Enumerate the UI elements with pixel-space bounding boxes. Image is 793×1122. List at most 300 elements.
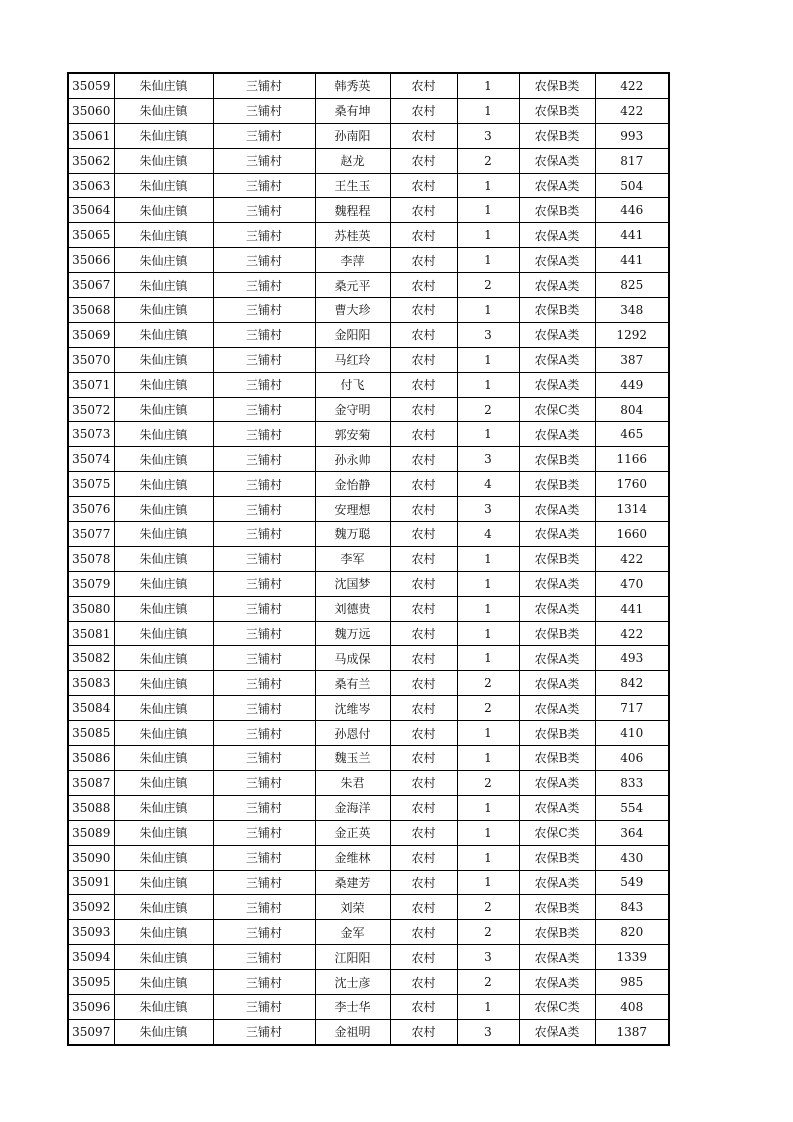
area-type-cell: 农村 xyxy=(390,497,457,522)
table-row xyxy=(68,397,669,422)
record-id-cell: 35076 xyxy=(68,497,114,522)
town-cell: 朱仙庄镇 xyxy=(114,721,213,746)
record-id-cell: 35086 xyxy=(68,746,114,771)
area-type-cell: 农村 xyxy=(390,173,457,198)
record-id-cell: 35081 xyxy=(68,621,114,646)
household-size-cell: 2 xyxy=(457,273,519,298)
town-cell: 朱仙庄镇 xyxy=(114,746,213,771)
town-cell: 朱仙庄镇 xyxy=(114,820,213,845)
table-row xyxy=(68,845,669,870)
table-row xyxy=(68,770,669,795)
village-cell: 三铺村 xyxy=(213,148,315,173)
town-cell: 朱仙庄镇 xyxy=(114,372,213,397)
record-id-cell: 35065 xyxy=(68,223,114,248)
household-size-cell: 3 xyxy=(457,945,519,970)
household-size-cell: 4 xyxy=(457,472,519,497)
insurance-category-cell: 农保A类 xyxy=(519,646,595,671)
area-type-cell: 农村 xyxy=(390,571,457,596)
insurance-category-cell: 农保A类 xyxy=(519,173,595,198)
name-cell: 马红玲 xyxy=(315,347,390,372)
village-cell: 三铺村 xyxy=(213,198,315,223)
table-row xyxy=(68,298,669,323)
village-cell: 三铺村 xyxy=(213,546,315,571)
insurance-category-cell: 农保B类 xyxy=(519,198,595,223)
record-id-cell: 35092 xyxy=(68,895,114,920)
insurance-category-cell: 农保B类 xyxy=(519,920,595,945)
household-size-cell: 2 xyxy=(457,920,519,945)
amount-cell: 993 xyxy=(595,123,669,148)
insurance-category-cell: 农保A类 xyxy=(519,522,595,547)
village-cell: 三铺村 xyxy=(213,223,315,248)
amount-cell: 465 xyxy=(595,422,669,447)
household-size-cell: 3 xyxy=(457,322,519,347)
insurance-category-cell: 农保A类 xyxy=(519,223,595,248)
insurance-category-cell: 农保B类 xyxy=(519,845,595,870)
town-cell: 朱仙庄镇 xyxy=(114,322,213,347)
name-cell: 金祖明 xyxy=(315,1019,390,1044)
amount-cell: 833 xyxy=(595,770,669,795)
record-id-cell: 35067 xyxy=(68,273,114,298)
town-cell: 朱仙庄镇 xyxy=(114,970,213,995)
name-cell: 沈士彦 xyxy=(315,970,390,995)
name-cell: 金维林 xyxy=(315,845,390,870)
amount-cell: 441 xyxy=(595,223,669,248)
name-cell: 郭安菊 xyxy=(315,422,390,447)
amount-cell: 493 xyxy=(595,646,669,671)
name-cell: 马成保 xyxy=(315,646,390,671)
record-id-cell: 35075 xyxy=(68,472,114,497)
record-id-cell: 35068 xyxy=(68,298,114,323)
town-cell: 朱仙庄镇 xyxy=(114,571,213,596)
household-size-cell: 1 xyxy=(457,721,519,746)
area-type-cell: 农村 xyxy=(390,646,457,671)
name-cell: 桑有坤 xyxy=(315,98,390,123)
household-size-cell: 2 xyxy=(457,696,519,721)
village-cell: 三铺村 xyxy=(213,571,315,596)
name-cell: 王生玉 xyxy=(315,173,390,198)
record-id-cell: 35082 xyxy=(68,646,114,671)
amount-cell: 985 xyxy=(595,970,669,995)
table-row xyxy=(68,895,669,920)
household-size-cell: 3 xyxy=(457,123,519,148)
area-type-cell: 农村 xyxy=(390,895,457,920)
insurance-category-cell: 农保A类 xyxy=(519,372,595,397)
town-cell: 朱仙庄镇 xyxy=(114,621,213,646)
table-row xyxy=(68,223,669,248)
village-cell: 三铺村 xyxy=(213,298,315,323)
area-type-cell: 农村 xyxy=(390,198,457,223)
name-cell: 李军 xyxy=(315,546,390,571)
amount-cell: 348 xyxy=(595,298,669,323)
record-id-cell: 35069 xyxy=(68,322,114,347)
name-cell: 李士华 xyxy=(315,994,390,1019)
amount-cell: 804 xyxy=(595,397,669,422)
insurance-category-cell: 农保A类 xyxy=(519,322,595,347)
record-id-cell: 35090 xyxy=(68,845,114,870)
household-size-cell: 1 xyxy=(457,795,519,820)
village-cell: 三铺村 xyxy=(213,123,315,148)
household-size-cell: 1 xyxy=(457,248,519,273)
household-size-cell: 2 xyxy=(457,895,519,920)
table-row xyxy=(68,596,669,621)
town-cell: 朱仙庄镇 xyxy=(114,546,213,571)
record-id-cell: 35080 xyxy=(68,596,114,621)
village-cell: 三铺村 xyxy=(213,347,315,372)
village-cell: 三铺村 xyxy=(213,322,315,347)
record-id-cell: 35070 xyxy=(68,347,114,372)
name-cell: 金海洋 xyxy=(315,795,390,820)
name-cell: 朱君 xyxy=(315,770,390,795)
town-cell: 朱仙庄镇 xyxy=(114,472,213,497)
amount-cell: 441 xyxy=(595,248,669,273)
insurance-category-cell: 农保A类 xyxy=(519,696,595,721)
town-cell: 朱仙庄镇 xyxy=(114,945,213,970)
record-id-cell: 35073 xyxy=(68,422,114,447)
table-row xyxy=(68,347,669,372)
household-size-cell: 2 xyxy=(457,397,519,422)
amount-cell: 825 xyxy=(595,273,669,298)
insurance-category-cell: 农保B类 xyxy=(519,73,595,98)
table-row xyxy=(68,795,669,820)
name-cell: 赵龙 xyxy=(315,148,390,173)
household-size-cell: 2 xyxy=(457,970,519,995)
area-type-cell: 农村 xyxy=(390,372,457,397)
amount-cell: 1760 xyxy=(595,472,669,497)
town-cell: 朱仙庄镇 xyxy=(114,696,213,721)
area-type-cell: 农村 xyxy=(390,522,457,547)
household-size-cell: 1 xyxy=(457,845,519,870)
record-id-cell: 35072 xyxy=(68,397,114,422)
town-cell: 朱仙庄镇 xyxy=(114,397,213,422)
record-id-cell: 35089 xyxy=(68,820,114,845)
insurance-category-cell: 农保A类 xyxy=(519,1019,595,1044)
name-cell: 金正英 xyxy=(315,820,390,845)
insurance-category-cell: 农保B类 xyxy=(519,472,595,497)
town-cell: 朱仙庄镇 xyxy=(114,148,213,173)
insurance-category-cell: 农保A类 xyxy=(519,795,595,820)
name-cell: 李萍 xyxy=(315,248,390,273)
table-row xyxy=(68,98,669,123)
table-row xyxy=(68,671,669,696)
insurance-category-cell: 农保A类 xyxy=(519,148,595,173)
town-cell: 朱仙庄镇 xyxy=(114,497,213,522)
insurance-category-cell: 农保B类 xyxy=(519,123,595,148)
name-cell: 安理想 xyxy=(315,497,390,522)
household-size-cell: 2 xyxy=(457,148,519,173)
town-cell: 朱仙庄镇 xyxy=(114,895,213,920)
amount-cell: 843 xyxy=(595,895,669,920)
village-cell: 三铺村 xyxy=(213,472,315,497)
table-row xyxy=(68,994,669,1019)
record-id-cell: 35059 xyxy=(68,73,114,98)
area-type-cell: 农村 xyxy=(390,920,457,945)
insurance-category-cell: 农保B类 xyxy=(519,447,595,472)
name-cell: 江阳阳 xyxy=(315,945,390,970)
table-row xyxy=(68,571,669,596)
insurance-category-cell: 农保A类 xyxy=(519,422,595,447)
amount-cell: 1660 xyxy=(595,522,669,547)
table-row xyxy=(68,123,669,148)
household-size-cell: 1 xyxy=(457,571,519,596)
table-row xyxy=(68,73,669,98)
town-cell: 朱仙庄镇 xyxy=(114,994,213,1019)
insurance-category-cell: 农保B类 xyxy=(519,298,595,323)
insurance-category-cell: 农保A类 xyxy=(519,347,595,372)
area-type-cell: 农村 xyxy=(390,223,457,248)
amount-cell: 470 xyxy=(595,571,669,596)
village-cell: 三铺村 xyxy=(213,372,315,397)
area-type-cell: 农村 xyxy=(390,621,457,646)
table-row xyxy=(68,870,669,895)
name-cell: 曹大珍 xyxy=(315,298,390,323)
insurance-category-cell: 农保A类 xyxy=(519,770,595,795)
village-cell: 三铺村 xyxy=(213,98,315,123)
town-cell: 朱仙庄镇 xyxy=(114,522,213,547)
name-cell: 魏程程 xyxy=(315,198,390,223)
town-cell: 朱仙庄镇 xyxy=(114,223,213,248)
record-id-cell: 35088 xyxy=(68,795,114,820)
name-cell: 孙恩付 xyxy=(315,721,390,746)
area-type-cell: 农村 xyxy=(390,472,457,497)
village-cell: 三铺村 xyxy=(213,770,315,795)
insurance-category-cell: 农保B类 xyxy=(519,98,595,123)
amount-cell: 422 xyxy=(595,98,669,123)
village-cell: 三铺村 xyxy=(213,621,315,646)
amount-cell: 1314 xyxy=(595,497,669,522)
town-cell: 朱仙庄镇 xyxy=(114,273,213,298)
record-id-cell: 35062 xyxy=(68,148,114,173)
area-type-cell: 农村 xyxy=(390,73,457,98)
village-cell: 三铺村 xyxy=(213,497,315,522)
town-cell: 朱仙庄镇 xyxy=(114,198,213,223)
amount-cell: 842 xyxy=(595,671,669,696)
household-size-cell: 3 xyxy=(457,497,519,522)
village-cell: 三铺村 xyxy=(213,273,315,298)
name-cell: 刘德贵 xyxy=(315,596,390,621)
household-size-cell: 1 xyxy=(457,223,519,248)
amount-cell: 504 xyxy=(595,173,669,198)
table-row xyxy=(68,621,669,646)
insurance-category-cell: 农保C类 xyxy=(519,994,595,1019)
amount-cell: 430 xyxy=(595,845,669,870)
town-cell: 朱仙庄镇 xyxy=(114,596,213,621)
area-type-cell: 农村 xyxy=(390,248,457,273)
town-cell: 朱仙庄镇 xyxy=(114,447,213,472)
village-cell: 三铺村 xyxy=(213,920,315,945)
area-type-cell: 农村 xyxy=(390,148,457,173)
household-size-cell: 1 xyxy=(457,870,519,895)
town-cell: 朱仙庄镇 xyxy=(114,123,213,148)
record-id-cell: 35095 xyxy=(68,970,114,995)
town-cell: 朱仙庄镇 xyxy=(114,795,213,820)
town-cell: 朱仙庄镇 xyxy=(114,422,213,447)
table-row xyxy=(68,820,669,845)
record-id-cell: 35077 xyxy=(68,522,114,547)
record-id-cell: 35083 xyxy=(68,671,114,696)
household-size-cell: 2 xyxy=(457,671,519,696)
insurance-category-cell: 农保B类 xyxy=(519,895,595,920)
data-table xyxy=(67,72,670,1046)
area-type-cell: 农村 xyxy=(390,123,457,148)
village-cell: 三铺村 xyxy=(213,870,315,895)
area-type-cell: 农村 xyxy=(390,945,457,970)
table-row xyxy=(68,1019,669,1044)
amount-cell: 817 xyxy=(595,148,669,173)
name-cell: 金怡静 xyxy=(315,472,390,497)
name-cell: 沈国梦 xyxy=(315,571,390,596)
name-cell: 付飞 xyxy=(315,372,390,397)
record-id-cell: 35085 xyxy=(68,721,114,746)
village-cell: 三铺村 xyxy=(213,447,315,472)
insurance-category-cell: 农保B类 xyxy=(519,721,595,746)
village-cell: 三铺村 xyxy=(213,746,315,771)
area-type-cell: 农村 xyxy=(390,721,457,746)
record-id-cell: 35074 xyxy=(68,447,114,472)
area-type-cell: 农村 xyxy=(390,746,457,771)
insurance-category-cell: 农保C类 xyxy=(519,820,595,845)
name-cell: 魏万聪 xyxy=(315,522,390,547)
household-size-cell: 1 xyxy=(457,621,519,646)
household-size-cell: 1 xyxy=(457,746,519,771)
table-row xyxy=(68,472,669,497)
area-type-cell: 农村 xyxy=(390,298,457,323)
village-cell: 三铺村 xyxy=(213,522,315,547)
insurance-category-cell: 农保B类 xyxy=(519,746,595,771)
amount-cell: 410 xyxy=(595,721,669,746)
household-size-cell: 2 xyxy=(457,770,519,795)
town-cell: 朱仙庄镇 xyxy=(114,671,213,696)
village-cell: 三铺村 xyxy=(213,646,315,671)
village-cell: 三铺村 xyxy=(213,845,315,870)
household-size-cell: 1 xyxy=(457,73,519,98)
village-cell: 三铺村 xyxy=(213,820,315,845)
table-body xyxy=(68,73,669,1045)
record-id-cell: 35061 xyxy=(68,123,114,148)
record-id-cell: 35084 xyxy=(68,696,114,721)
area-type-cell: 农村 xyxy=(390,696,457,721)
village-cell: 三铺村 xyxy=(213,994,315,1019)
town-cell: 朱仙庄镇 xyxy=(114,770,213,795)
record-id-cell: 35097 xyxy=(68,1019,114,1044)
amount-cell: 441 xyxy=(595,596,669,621)
village-cell: 三铺村 xyxy=(213,721,315,746)
amount-cell: 820 xyxy=(595,920,669,945)
village-cell: 三铺村 xyxy=(213,1019,315,1044)
insurance-category-cell: 农保A类 xyxy=(519,970,595,995)
table-row xyxy=(68,646,669,671)
name-cell: 魏玉兰 xyxy=(315,746,390,771)
table-row xyxy=(68,497,669,522)
village-cell: 三铺村 xyxy=(213,422,315,447)
record-id-cell: 35066 xyxy=(68,248,114,273)
village-cell: 三铺村 xyxy=(213,173,315,198)
area-type-cell: 农村 xyxy=(390,671,457,696)
area-type-cell: 农村 xyxy=(390,447,457,472)
village-cell: 三铺村 xyxy=(213,671,315,696)
area-type-cell: 农村 xyxy=(390,322,457,347)
amount-cell: 717 xyxy=(595,696,669,721)
name-cell: 韩秀英 xyxy=(315,73,390,98)
household-size-cell: 3 xyxy=(457,1019,519,1044)
name-cell: 苏桂英 xyxy=(315,223,390,248)
amount-cell: 554 xyxy=(595,795,669,820)
amount-cell: 1292 xyxy=(595,322,669,347)
insurance-category-cell: 农保A类 xyxy=(519,671,595,696)
amount-cell: 364 xyxy=(595,820,669,845)
household-size-cell: 1 xyxy=(457,646,519,671)
area-type-cell: 农村 xyxy=(390,1019,457,1044)
name-cell: 金阳阳 xyxy=(315,322,390,347)
household-size-cell: 4 xyxy=(457,522,519,547)
name-cell: 桑有兰 xyxy=(315,671,390,696)
household-size-cell: 1 xyxy=(457,820,519,845)
table-row xyxy=(68,945,669,970)
name-cell: 孙永帅 xyxy=(315,447,390,472)
village-cell: 三铺村 xyxy=(213,248,315,273)
town-cell: 朱仙庄镇 xyxy=(114,173,213,198)
table-row xyxy=(68,173,669,198)
table-row xyxy=(68,721,669,746)
amount-cell: 449 xyxy=(595,372,669,397)
name-cell: 桑建芳 xyxy=(315,870,390,895)
village-cell: 三铺村 xyxy=(213,945,315,970)
record-id-cell: 35096 xyxy=(68,994,114,1019)
area-type-cell: 农村 xyxy=(390,397,457,422)
area-type-cell: 农村 xyxy=(390,970,457,995)
area-type-cell: 农村 xyxy=(390,422,457,447)
area-type-cell: 农村 xyxy=(390,347,457,372)
area-type-cell: 农村 xyxy=(390,546,457,571)
area-type-cell: 农村 xyxy=(390,845,457,870)
household-size-cell: 1 xyxy=(457,347,519,372)
village-cell: 三铺村 xyxy=(213,795,315,820)
amount-cell: 406 xyxy=(595,746,669,771)
insurance-category-cell: 农保A类 xyxy=(519,945,595,970)
table-row xyxy=(68,920,669,945)
area-type-cell: 农村 xyxy=(390,273,457,298)
table-row xyxy=(68,522,669,547)
table-row xyxy=(68,422,669,447)
name-cell: 孙南阳 xyxy=(315,123,390,148)
amount-cell: 422 xyxy=(595,621,669,646)
table-row xyxy=(68,248,669,273)
household-size-cell: 1 xyxy=(457,546,519,571)
table-row xyxy=(68,273,669,298)
household-size-cell: 1 xyxy=(457,298,519,323)
table-row xyxy=(68,148,669,173)
amount-cell: 422 xyxy=(595,546,669,571)
table-row xyxy=(68,746,669,771)
amount-cell: 408 xyxy=(595,994,669,1019)
town-cell: 朱仙庄镇 xyxy=(114,920,213,945)
area-type-cell: 农村 xyxy=(390,98,457,123)
village-cell: 三铺村 xyxy=(213,397,315,422)
area-type-cell: 农村 xyxy=(390,770,457,795)
record-id-cell: 35091 xyxy=(68,870,114,895)
town-cell: 朱仙庄镇 xyxy=(114,870,213,895)
town-cell: 朱仙庄镇 xyxy=(114,98,213,123)
household-size-cell: 1 xyxy=(457,98,519,123)
name-cell: 魏万远 xyxy=(315,621,390,646)
amount-cell: 1166 xyxy=(595,447,669,472)
name-cell: 金军 xyxy=(315,920,390,945)
insurance-category-cell: 农保A类 xyxy=(519,596,595,621)
amount-cell: 1339 xyxy=(595,945,669,970)
record-id-cell: 35087 xyxy=(68,770,114,795)
record-id-cell: 35071 xyxy=(68,372,114,397)
household-size-cell: 1 xyxy=(457,596,519,621)
village-cell: 三铺村 xyxy=(213,970,315,995)
